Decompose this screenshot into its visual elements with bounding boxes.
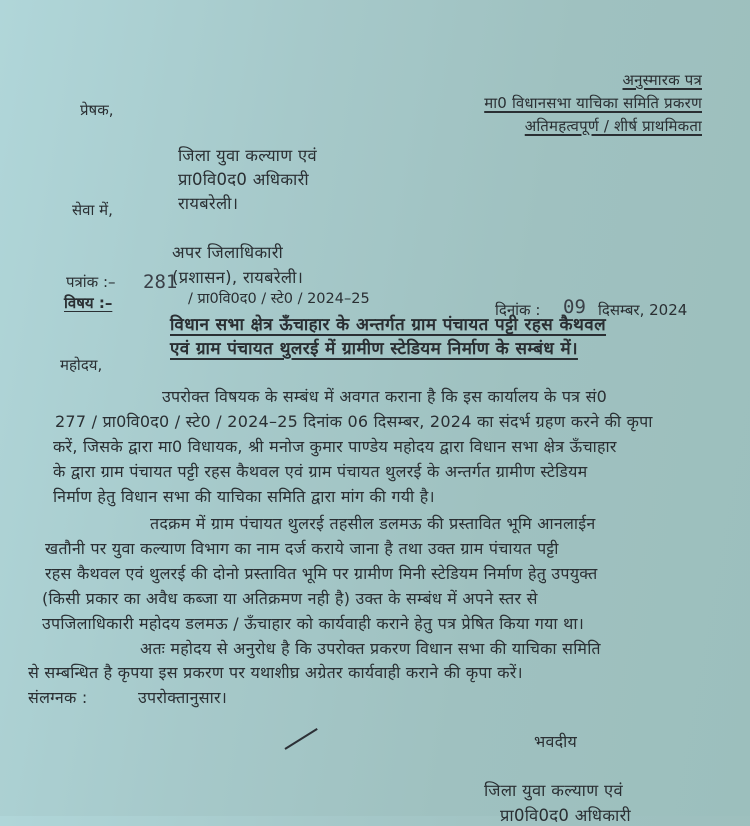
sender-line-3: रायबरेली। [178, 194, 239, 213]
sender-label: प्रेषक, [80, 101, 114, 119]
para3-line-1: अतः महोदय से अनुरोध है कि उपरोक्त प्रकरण विधान सभा की याचिका समिति [140, 639, 601, 658]
para1-line-5: निर्माण हेतु विधान सभा की याचिका समिति द्वारा मांग की गयी है। [53, 487, 435, 506]
signature-tick-mark [284, 728, 317, 750]
priority-heading: अतिमहत्वपूर्ण / शीर्ष प्राथमिकता [524, 117, 702, 135]
enclosure-label: संलग्नक : [28, 688, 88, 707]
signatory-line-1: जिला युवा कल्याण एवं [484, 781, 623, 800]
para2-line-1: तदक्रम में ग्राम पंचायत थुलरई तहसील डलमऊ की प्रस्तावित भूमि आनलाईन [150, 514, 596, 533]
handwritten-date-day: 09 [563, 296, 586, 318]
para1-line-3: करें, जिसके द्वारा मा0 विधायक, श्री मनोज कुमार पाण्डेय महोदय द्वारा विधान सभा क्षेत्र ऊँचाहार [53, 437, 617, 456]
recipient-label: सेवा में, [72, 201, 113, 219]
subject-line-2: एवं ग्राम पंचायत थुलरई में ग्रामीण स्टेडियम निर्माण के सम्बंध में। [170, 339, 578, 359]
recipient-line-1: अपर जिलाधिकारी [172, 243, 284, 262]
para2-line-3: रहस कैथवल एवं थुलरई की दोनो प्रस्तावित भूमि पर ग्रामीण मिनी स्टेडियम निर्माण हेतु उपयुक्त [45, 564, 598, 583]
para1-line-1: उपरोक्त विषयक के सम्बंध में अवगत कराना है कि इस कार्यालय के पत्र सं0 [162, 387, 608, 406]
petition-committee-case-heading: मा0 विधानसभा याचिका समिति प्रकरण [484, 94, 702, 112]
enclosure-value: उपरोक्तानुसार। [138, 688, 228, 707]
reminder-letter-heading: अनुस्मारक पत्र [622, 71, 702, 89]
date-month-year: दिसम्बर, 2024 [598, 301, 688, 319]
para2-line-5: उपजिलाधिकारी महोदय डलमऊ / ऊँचाहार को कार्यवाही कराने हेतु पत्र प्रेषित किया गया था। [42, 614, 585, 633]
reference-suffix: / प्रा0वि0द0 / स्टे0 / 2024–25 [188, 291, 370, 307]
para2-line-4: (किसी प्रकार का अवैध कब्जा या अतिक्रमण नही है) उक्त के सम्बंध में अपने स्तर से [42, 589, 538, 608]
date-label: दिनांक : [495, 301, 541, 319]
para1-line-2: 277 / प्रा0वि0द0 / स्टे0 / 2024–25 दिनांक 06 दिसम्बर, 2024 का संदर्भ ग्रहण करने की कृपा [55, 412, 653, 431]
subject-label: विषय :– [64, 294, 113, 312]
sender-line-2: प्रा0वि0द0 अधिकारी [178, 170, 309, 189]
salutation: महोदय, [60, 356, 103, 374]
closing-yours: भवदीय [534, 732, 578, 751]
para1-line-4: के द्वारा ग्राम पंचायत पट्टी रहस कैथवल एवं ग्राम पंचायत थुलरई के अन्तर्गत ग्रामीण स्टेडियम [53, 462, 588, 481]
subject-line-1: विधान सभा क्षेत्र ऊँचाहार के अन्तर्गत ग्राम पंचायत पट्टी रहस कैथवल [170, 315, 607, 335]
reference-label: पत्रांक :– [66, 273, 116, 291]
para2-line-2: खतौनी पर युवा कल्याण विभाग का नाम दर्ज कराये जाना है तथा उक्त ग्राम पंचायत पट्टी [45, 539, 559, 558]
recipient-line-2: (प्रशासन), रायबरेली। [172, 268, 304, 287]
sender-line-1: जिला युवा कल्याण एवं [178, 146, 317, 165]
handwritten-reference-number: 281 [143, 271, 178, 293]
signatory-line-2: प्रा0वि0द0 अधिकारी [500, 806, 631, 825]
para3-line-2: से सम्बन्धित है कृपया इस प्रकरण पर यथाशीघ्र अग्रेतर कार्यवाही कराने की कृपा करें। [28, 663, 523, 682]
